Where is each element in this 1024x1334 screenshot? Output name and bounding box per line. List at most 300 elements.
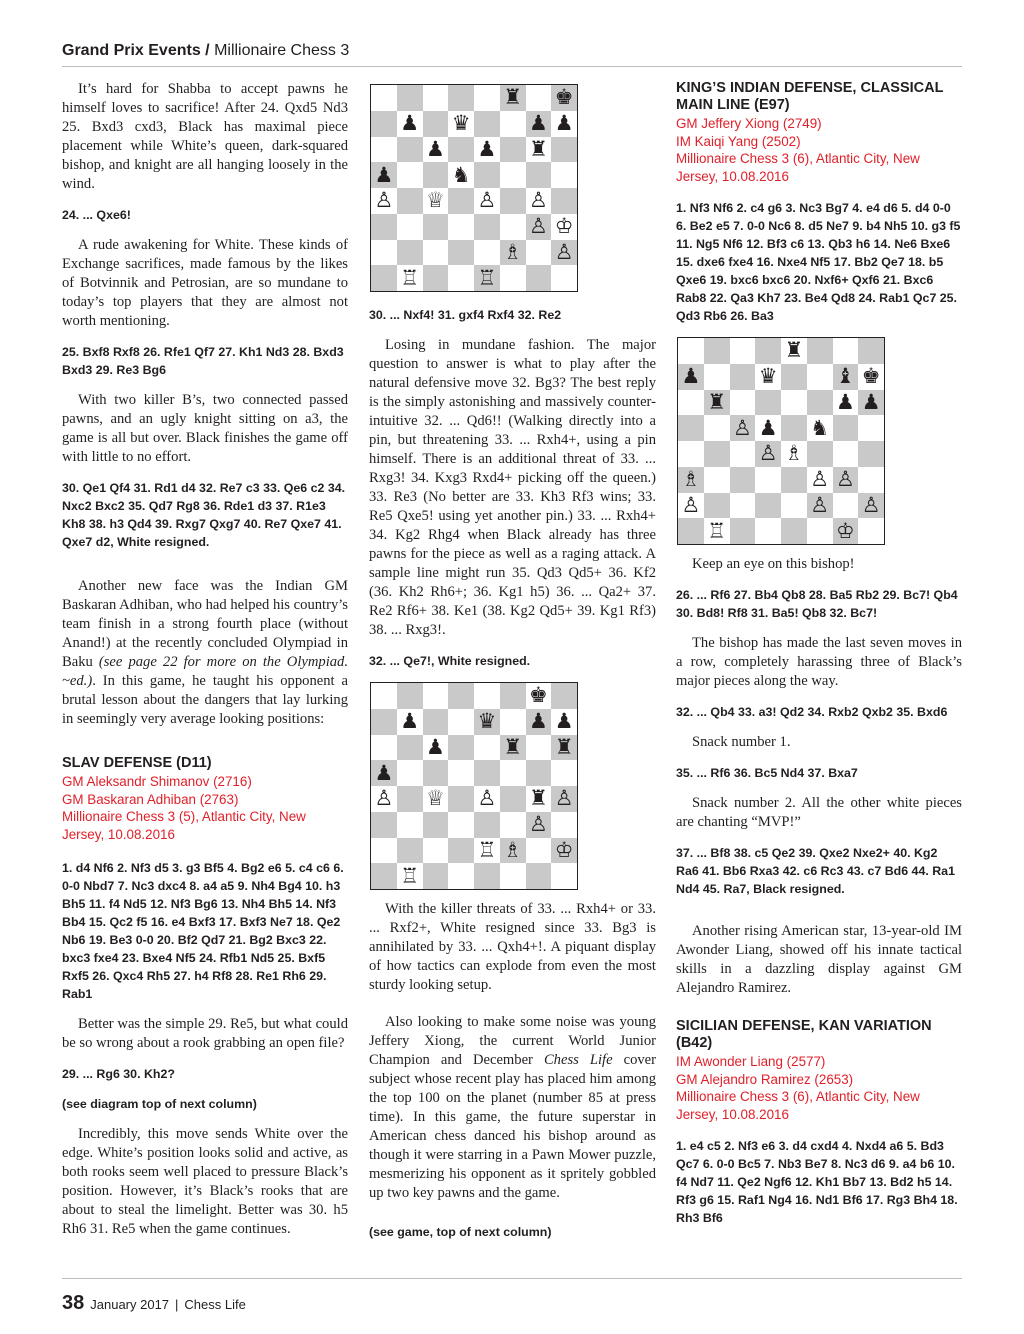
white-pawn-icon: ♙ [758,441,778,466]
board-square [704,364,730,390]
black-player: GM Alejandro Ramirez (2653) [676,1071,854,1087]
board-square [781,493,807,519]
board-square [781,467,807,493]
board-square [371,863,397,889]
white-king-icon: ♔ [554,837,574,862]
white-queen-icon: ♕ [425,786,445,811]
board-square [858,518,884,544]
black-pawn-icon: ♟ [835,389,855,414]
white-bishop-icon: ♗ [503,837,523,862]
white-rook-icon: ♖ [707,518,727,543]
black-pawn-icon: ♟ [758,415,778,440]
paragraph: Another new face was the Indian GM Baskaran Adhiban, who had helped his country’s team finish in a strong fourth place (without Anand!) at the recently concluded Olympiad in Baku (see page 22 for more on the Olympiad. ~ed.). In this game, he taught his opponent a brutal lesson about the dangers that lay lurking in seemingly very average looking positions: [62,578,348,727]
chess-diagram [370,682,578,890]
black-queen-icon: ♛ [477,709,497,734]
page-number: 38 [62,1292,85,1314]
board-square [858,415,884,441]
board-square [448,786,474,812]
board-square [500,265,526,291]
board-square [678,467,704,493]
board-square [474,760,500,786]
board-square [730,390,756,416]
board-square [500,760,526,786]
board-square [371,709,397,735]
board-square [551,214,577,240]
column-2 [369,80,656,1253]
black-pawn-icon: ♟ [554,111,574,136]
board-square [500,137,526,163]
board-square [371,137,397,163]
board-square [397,111,423,137]
board-square [807,390,833,416]
chess-diagram [677,337,885,545]
board-square [371,85,397,111]
game-info [676,1053,962,1123]
board-square [704,518,730,544]
board-square [448,214,474,240]
board-square [755,415,781,441]
board-square [807,364,833,390]
board-square [807,441,833,467]
board-square [371,735,397,761]
board-square [807,338,833,364]
board-square [678,518,704,544]
board-square [730,338,756,364]
board-square [526,188,552,214]
white-pawn-icon: ♙ [810,492,830,517]
board-square [551,812,577,838]
black-pawn-icon: ♟ [425,136,445,161]
board-square [371,838,397,864]
board-square [474,709,500,735]
board-square [551,137,577,163]
issue-date: January 2017 [90,1297,170,1312]
board-square [423,709,449,735]
black-rook-icon: ♜ [528,786,548,811]
board-square [526,111,552,137]
board-square [474,863,500,889]
section-label: Grand Prix Events / [62,42,210,59]
board-square [397,162,423,188]
board-square [526,838,552,864]
black-player: IM Kaiqi Yang (2502) [676,133,801,149]
move-text: 35. ... Rf6 36. Bc5 Nd4 37. Bxa7 [676,766,858,780]
board-square [397,188,423,214]
column-3 [676,80,962,1239]
paragraph: A rude awakening for White. These kinds of Exchange sacrifices, made famous by the likes of Botvinnik and Petrosian, are so mundane to today’s top players that they are almost not worth mentioning. [62,237,348,329]
black-pawn-icon: ♟ [554,709,574,734]
board-square [755,467,781,493]
board-square [526,85,552,111]
board-square [448,838,474,864]
board-square [858,390,884,416]
move-text: 1. d4 Nf6 2. Nf3 d5 3. g3 Bf5 4. Bg2 e6 5. c4 c6 6. 0-0 Nbd7 7. Nc3 dxc4 8. a4 a5 9. Nh4 Bg4 10. h3 Bh5 11. f4 Nd5 12. Nf3 Bg6 13. Nh4 Bh5 14. Nf3 Bb4 15. Qc2 f5 16. e4 Bxf3 17. Bxf3 Ne7 18. Qe2 Nb6 19. Be3 0-0 20. Bf2 Qd7 21. Bg2 Bxc3 22. bxc3 fxe4 23. Bxe4 Nf5 24. Rfb1 Nd5 25. Bxf5 Rxf5 26. Qxc4 Rh5 27. h4 Rf8 28. Re1 Rh6 29. Rab1 [62,861,344,1001]
board-square [833,364,859,390]
board-square [397,760,423,786]
paragraph: It’s hard for Shabba to accept pawns he himself loves to sacrifice! After 24. Qxd5 Nd3 25. Bxd3 cxd3, Black has maximal piece placement while White’s queen, dark-squared bishop, and knight are all hanging loosely in the wind. [62,81,348,192]
black-queen-icon: ♛ [451,111,471,136]
board-square [781,415,807,441]
board-square [371,786,397,812]
board-square [781,338,807,364]
board-square [500,863,526,889]
board-square [397,85,423,111]
board-square [730,518,756,544]
section-title: Millionaire Chess 3 [214,42,350,59]
page-footer [62,1292,246,1315]
board-square [781,518,807,544]
board-square [423,863,449,889]
board-square [526,760,552,786]
white-pawn-icon: ♙ [374,786,394,811]
white-player: IM Awonder Liang (2577) [676,1054,826,1069]
move-text: 30. ... Nxf4! 31. gxf4 Rxf4 32. Re2 [369,308,562,322]
board-square [423,786,449,812]
white-pawn-icon: ♙ [477,786,497,811]
board-square [423,735,449,761]
board-square [807,493,833,519]
board-square [474,838,500,864]
board-square [474,137,500,163]
white-rook-icon: ♖ [477,265,497,290]
board-square [781,441,807,467]
board-square [371,683,397,709]
white-king-icon: ♔ [554,214,574,239]
event: Millionaire Chess 3 (5), Atlantic City, New Jersey, 10.08.2016 [62,809,306,842]
board-square [551,240,577,266]
board-square [858,467,884,493]
board-square [423,760,449,786]
board-square [551,838,577,864]
move-text: 32. ... Qb4 33. a3! Qd2 34. Rxb2 Qxb2 35. Bxd6 [676,705,948,719]
paragraph: Snack number 2. All the other white pieces are chanting “MVP!” [676,795,962,830]
board-square [551,111,577,137]
board-square [755,441,781,467]
white-rook-icon: ♖ [400,863,420,888]
chess-diagram [370,84,578,292]
move-text: 1. e4 c5 2. Nf3 e6 3. d4 cxd4 4. Nxd4 a6 5. Bd3 Qc7 6. 0-0 Bc5 7. Nb3 Be7 8. Nc3 d6 9. a4 b6 10. f4 Nd7 11. Qe2 Ngf6 12. Kh1 Bb7 13. Bd2 h5 14. Rf3 g6 15. Raf1 Ng4 16. Nd1 Bf6 17. Rg3 Bh4 18. Rh3 Bf6 [676,1139,958,1225]
board-square [526,240,552,266]
board-square [678,441,704,467]
board-square [371,240,397,266]
white-rook-icon: ♖ [400,265,420,290]
board-square [526,709,552,735]
board-square [474,786,500,812]
board-square [397,265,423,291]
board-square [423,162,449,188]
board-square [526,162,552,188]
move-text: (see diagram top of next column) [62,1097,257,1111]
white-pawn-icon: ♙ [528,188,548,213]
black-pawn-icon: ♟ [400,111,420,136]
board-square [526,683,552,709]
white-player: GM Aleksandr Shimanov (2716) [62,774,252,789]
board-square [397,863,423,889]
board-square [858,338,884,364]
board-square [448,188,474,214]
board-square [678,493,704,519]
black-king-icon: ♚ [554,85,574,110]
paragraph: Incredibly, this move sends White over the edge. White’s position looks solid and active, as both rooks seem well placed to pressure Black’s position. However, it’s Black’s rooks that are about to steal the limelight. Better was 30. h5 Rh6 31. Re5 when the game continues. [62,1126,348,1237]
board-square [474,812,500,838]
white-bishop-icon: ♗ [503,239,523,264]
board-square [500,162,526,188]
white-pawn-icon: ♙ [732,415,752,440]
board-square [755,518,781,544]
board-square [807,415,833,441]
board-square [526,812,552,838]
game-header-slav [62,755,348,843]
game-title: KING’S INDIAN DEFENSE, CLASSICAL MAIN LINE (E97) [676,80,944,113]
board-square [730,493,756,519]
board-square [858,441,884,467]
move-text: 30. Qe1 Qf4 31. Rd1 d4 32. Re7 c3 33. Qe6 c2 34. Nxc2 Bxc2 35. Qd7 Rg8 36. Rde1 d3 37. R1e3 Kh8 38. h3 Qd4 39. Rxg7 Qxg7 40. Re7 Qxe7 41. Qxe7 d2, White resigned. [62,481,346,549]
board-square [704,441,730,467]
board-square [474,162,500,188]
paragraph: Snack number 1. [692,734,791,750]
game-title: SICILIAN DEFENSE, KAN VARIATION (B42) [676,1018,932,1051]
black-king-icon: ♚ [861,364,881,389]
black-rook-icon: ♜ [503,734,523,759]
black-rook-icon: ♜ [554,734,574,759]
board-square [833,415,859,441]
board-square [448,812,474,838]
board-square [474,214,500,240]
board-square [448,863,474,889]
board-square [858,493,884,519]
board-square [551,683,577,709]
white-pawn-icon: ♙ [554,239,574,264]
board-square [474,265,500,291]
board-square [397,735,423,761]
board-square [474,111,500,137]
black-queen-icon: ♛ [758,364,778,389]
board-square [678,390,704,416]
board-square [474,735,500,761]
white-rook-icon: ♖ [477,837,497,862]
board-square [678,415,704,441]
paragraph: With the killer threats of 33. ... Rxh4+ or 33. ... Rxf2+, White resigned since 33. Bg3 is annihilated by 33. ... Qxh4+!. A piquant display of how tactics can explode from even the most sturdy looking setup. [369,901,656,993]
board-square [397,786,423,812]
black-pawn-icon: ♟ [374,162,394,187]
white-bishop-icon: ♗ [681,467,701,492]
board-square [833,518,859,544]
white-pawn-icon: ♙ [681,492,701,517]
black-pawn-icon: ♟ [681,364,701,389]
board-square [781,390,807,416]
running-header [62,42,962,60]
white-pawn-icon: ♙ [861,492,881,517]
board-square [448,735,474,761]
board-square [500,683,526,709]
board-square [448,709,474,735]
board-square [500,838,526,864]
board-square [755,390,781,416]
board-square [397,137,423,163]
move-text: 29. ... Rg6 30. Kh2? [62,1067,175,1081]
board-square [474,240,500,266]
board-square [807,518,833,544]
black-bishop-icon: ♝ [835,364,855,389]
board-square [551,863,577,889]
board-square [448,137,474,163]
board-square [474,188,500,214]
board-square [500,786,526,812]
paragraph: Better was the simple 29. Re5, but what could be so wrong about a rook grabbing an open file? [62,1016,348,1051]
move-text: 32. ... Qe7!, White resigned. [369,654,531,668]
event: Millionaire Chess 3 (6), Atlantic City, New Jersey, 10.08.2016 [676,1089,920,1122]
board-square [755,338,781,364]
board-square [397,214,423,240]
white-player: GM Jeffery Xiong (2749) [676,116,822,131]
board-square [730,467,756,493]
game-header-kid [676,80,962,185]
board-square [448,111,474,137]
board-square [526,214,552,240]
board-square [526,265,552,291]
board-square [371,812,397,838]
board-square [551,709,577,735]
board-square [448,85,474,111]
board-square [781,364,807,390]
white-pawn-icon: ♙ [554,786,574,811]
black-pawn-icon: ♟ [374,760,394,785]
board-square [551,265,577,291]
game-info [62,773,348,843]
board-square [833,493,859,519]
paragraph: The bishop has made the last seven moves in a row, completely harassing three of Black’s major pieces along the way. [676,635,962,689]
board-square [371,265,397,291]
paragraph: Also looking to make some noise was young Jeffery Xiong, the current World Junior Champion and December Chess Life cover subject whose recent play has placed him among the top 100 on the planet (number 85 at press time). In this game, the future superstar in American chess danced his bishop around as though it were starring in a Pawn Mower puzzle, mesmerizing his opponent as it spritely gobbled up two key pawns and the game. [369,1014,657,1201]
board-square [678,338,704,364]
board-square [551,786,577,812]
board-square [500,709,526,735]
board-square [500,214,526,240]
board-square [551,735,577,761]
move-text: 26. ... Rf6 27. Bb4 Qb8 28. Ba5 Rb2 29. Bc7! Qb4 30. Bd8! Rf8 31. Ba5! Qb8 32. Bc7! [676,588,958,620]
black-pawn-icon: ♟ [477,136,497,161]
white-king-icon: ♔ [835,518,855,543]
game-header-sicilian [676,1018,962,1123]
board-square [500,735,526,761]
board-square [423,85,449,111]
board-square [371,162,397,188]
board-square [397,683,423,709]
board-square [678,364,704,390]
white-pawn-icon: ♙ [835,467,855,492]
board-square [423,111,449,137]
board-square [551,162,577,188]
board-square [704,338,730,364]
paragraph: With two killer B’s, two connected passed pawns, and an ugly knight sitting on a3, the game is all but over. Black finishes the game off with little to no effort. [62,392,348,465]
footer-divider [62,1278,962,1279]
board-square [448,265,474,291]
board-square [371,111,397,137]
board-square [551,85,577,111]
board-square [423,137,449,163]
board-square [807,467,833,493]
black-pawn-icon: ♟ [425,734,445,759]
game-title: SLAV DEFENSE (D11) [62,755,212,771]
footer-separator: | [175,1297,179,1312]
column-1 [62,80,348,1251]
board-square [423,188,449,214]
board-square [423,240,449,266]
board-square [500,240,526,266]
board-square [526,863,552,889]
move-text: (see game, top of next column) [369,1225,552,1239]
board-square [704,415,730,441]
black-rook-icon: ♜ [784,338,804,363]
board-square [526,735,552,761]
white-bishop-icon: ♗ [784,441,804,466]
event: Millionaire Chess 3 (6), Atlantic City, New Jersey, 10.08.2016 [676,151,920,184]
board-square [704,493,730,519]
board-square [730,441,756,467]
board-square [833,441,859,467]
paragraph: Losing in mundane fashion. The major question to answer is what to play after the natural defensive move 32. Bg3? The best reply is the simply astonishing and massively counter-intuitive 32. ... Qd6!! (Walking directly into a pin, but threatening 33. ... Rxh4+, using a pin himself. There is an additional threat of 33. ... Rxg3! 34. Kxg3 Rxd4+ picking off the queen.) 33. Re3 (No better are 33. Kh3 Rf3 wins; 33. Re5 Qxe5! using yet another pin.) 33. ... Rxh4+ 34. Kg2 Rhg4 when Black already has three pawns for the piece as well as a raging attack. A sample line might run 35. Qd3 Qd5+ 36. Kf2 (36. Kh2 Rh6+; 36. Kg1 h5) 36. ... Qa2+ 37. Re2 Rf6+ 38. Ke1 (38. Kg2 Qd5+ 39. Kg1 Rf3) 38. ... Rxg3!. [369,337,656,638]
board-square [423,683,449,709]
board-square [371,760,397,786]
board-square [500,85,526,111]
board-square [500,111,526,137]
black-rook-icon: ♜ [503,85,523,110]
board-square [397,709,423,735]
black-king-icon: ♚ [528,683,548,708]
paragraph: Keep an eye on this bishop! [692,556,855,572]
board-square [704,390,730,416]
board-square [474,683,500,709]
move-text: 37. ... Bf8 38. c5 Qe2 39. Qxe2 Nxe2+ 40. Kg2 Ra6 41. Bb6 Rxa3 42. c6 Rc3 43. c7 Bd6 44. Ra1 Nd4 45. Ra7, Black resigned. [676,846,955,896]
board-square [833,338,859,364]
white-pawn-icon: ♙ [477,188,497,213]
board-square [858,364,884,390]
game-info [676,115,962,185]
magazine-name: Chess Life [184,1297,246,1312]
white-queen-icon: ♕ [425,188,445,213]
board-square [833,467,859,493]
black-player: GM Baskaran Adhiban (2763) [62,791,239,807]
board-square [730,415,756,441]
board-square [755,493,781,519]
black-rook-icon: ♜ [707,389,727,414]
board-square [448,760,474,786]
board-square [448,683,474,709]
board-square [474,85,500,111]
board-square [526,786,552,812]
board-square [423,214,449,240]
board-square [397,240,423,266]
board-square [397,812,423,838]
board-square [371,214,397,240]
black-pawn-icon: ♟ [861,389,881,414]
black-knight-icon: ♞ [451,162,471,187]
board-square [755,364,781,390]
paragraph: Another rising American star, 13-year-old IM Awonder Liang, showed off his innate tactical skills in a dazzling display against GM Alejandro Ramirez. [676,923,962,996]
board-square [551,760,577,786]
board-square [833,390,859,416]
black-pawn-icon: ♟ [400,709,420,734]
board-square [500,188,526,214]
board-square [371,188,397,214]
white-pawn-icon: ♙ [528,812,548,837]
black-knight-icon: ♞ [810,415,830,440]
black-pawn-icon: ♟ [528,111,548,136]
board-square [551,188,577,214]
white-pawn-icon: ♙ [810,467,830,492]
move-text: 25. Bxf8 Rxf8 26. Rfe1 Qf7 27. Kh1 Nd3 28. Bxd3 Bxd3 29. Re3 Bg6 [62,345,344,377]
move-text: 1. Nf3 Nf6 2. c4 g6 3. Nc3 Bg7 4. e4 d6 5. d4 0-0 6. Be2 e5 7. 0-0 Nc6 8. d5 Ne7 9. b4 Nh5 10. g3 f5 11. Ng5 Nf6 12. Bf3 c6 13. Qb3 h6 14. Ne6 Bxe6 15. dxe6 fxe4 16. Nxe4 Nf5 17. Bb2 Qe7 18. b5 Qxe6 19. bxc6 bxc6 20. Nxf6+ Qxf6 21. Bxc6 Rab8 22. Qa3 Kh7 23. Be4 Qd8 24. Rab1 Qc7 25. Qd3 Rb6 26. Ba3 [676,201,961,323]
